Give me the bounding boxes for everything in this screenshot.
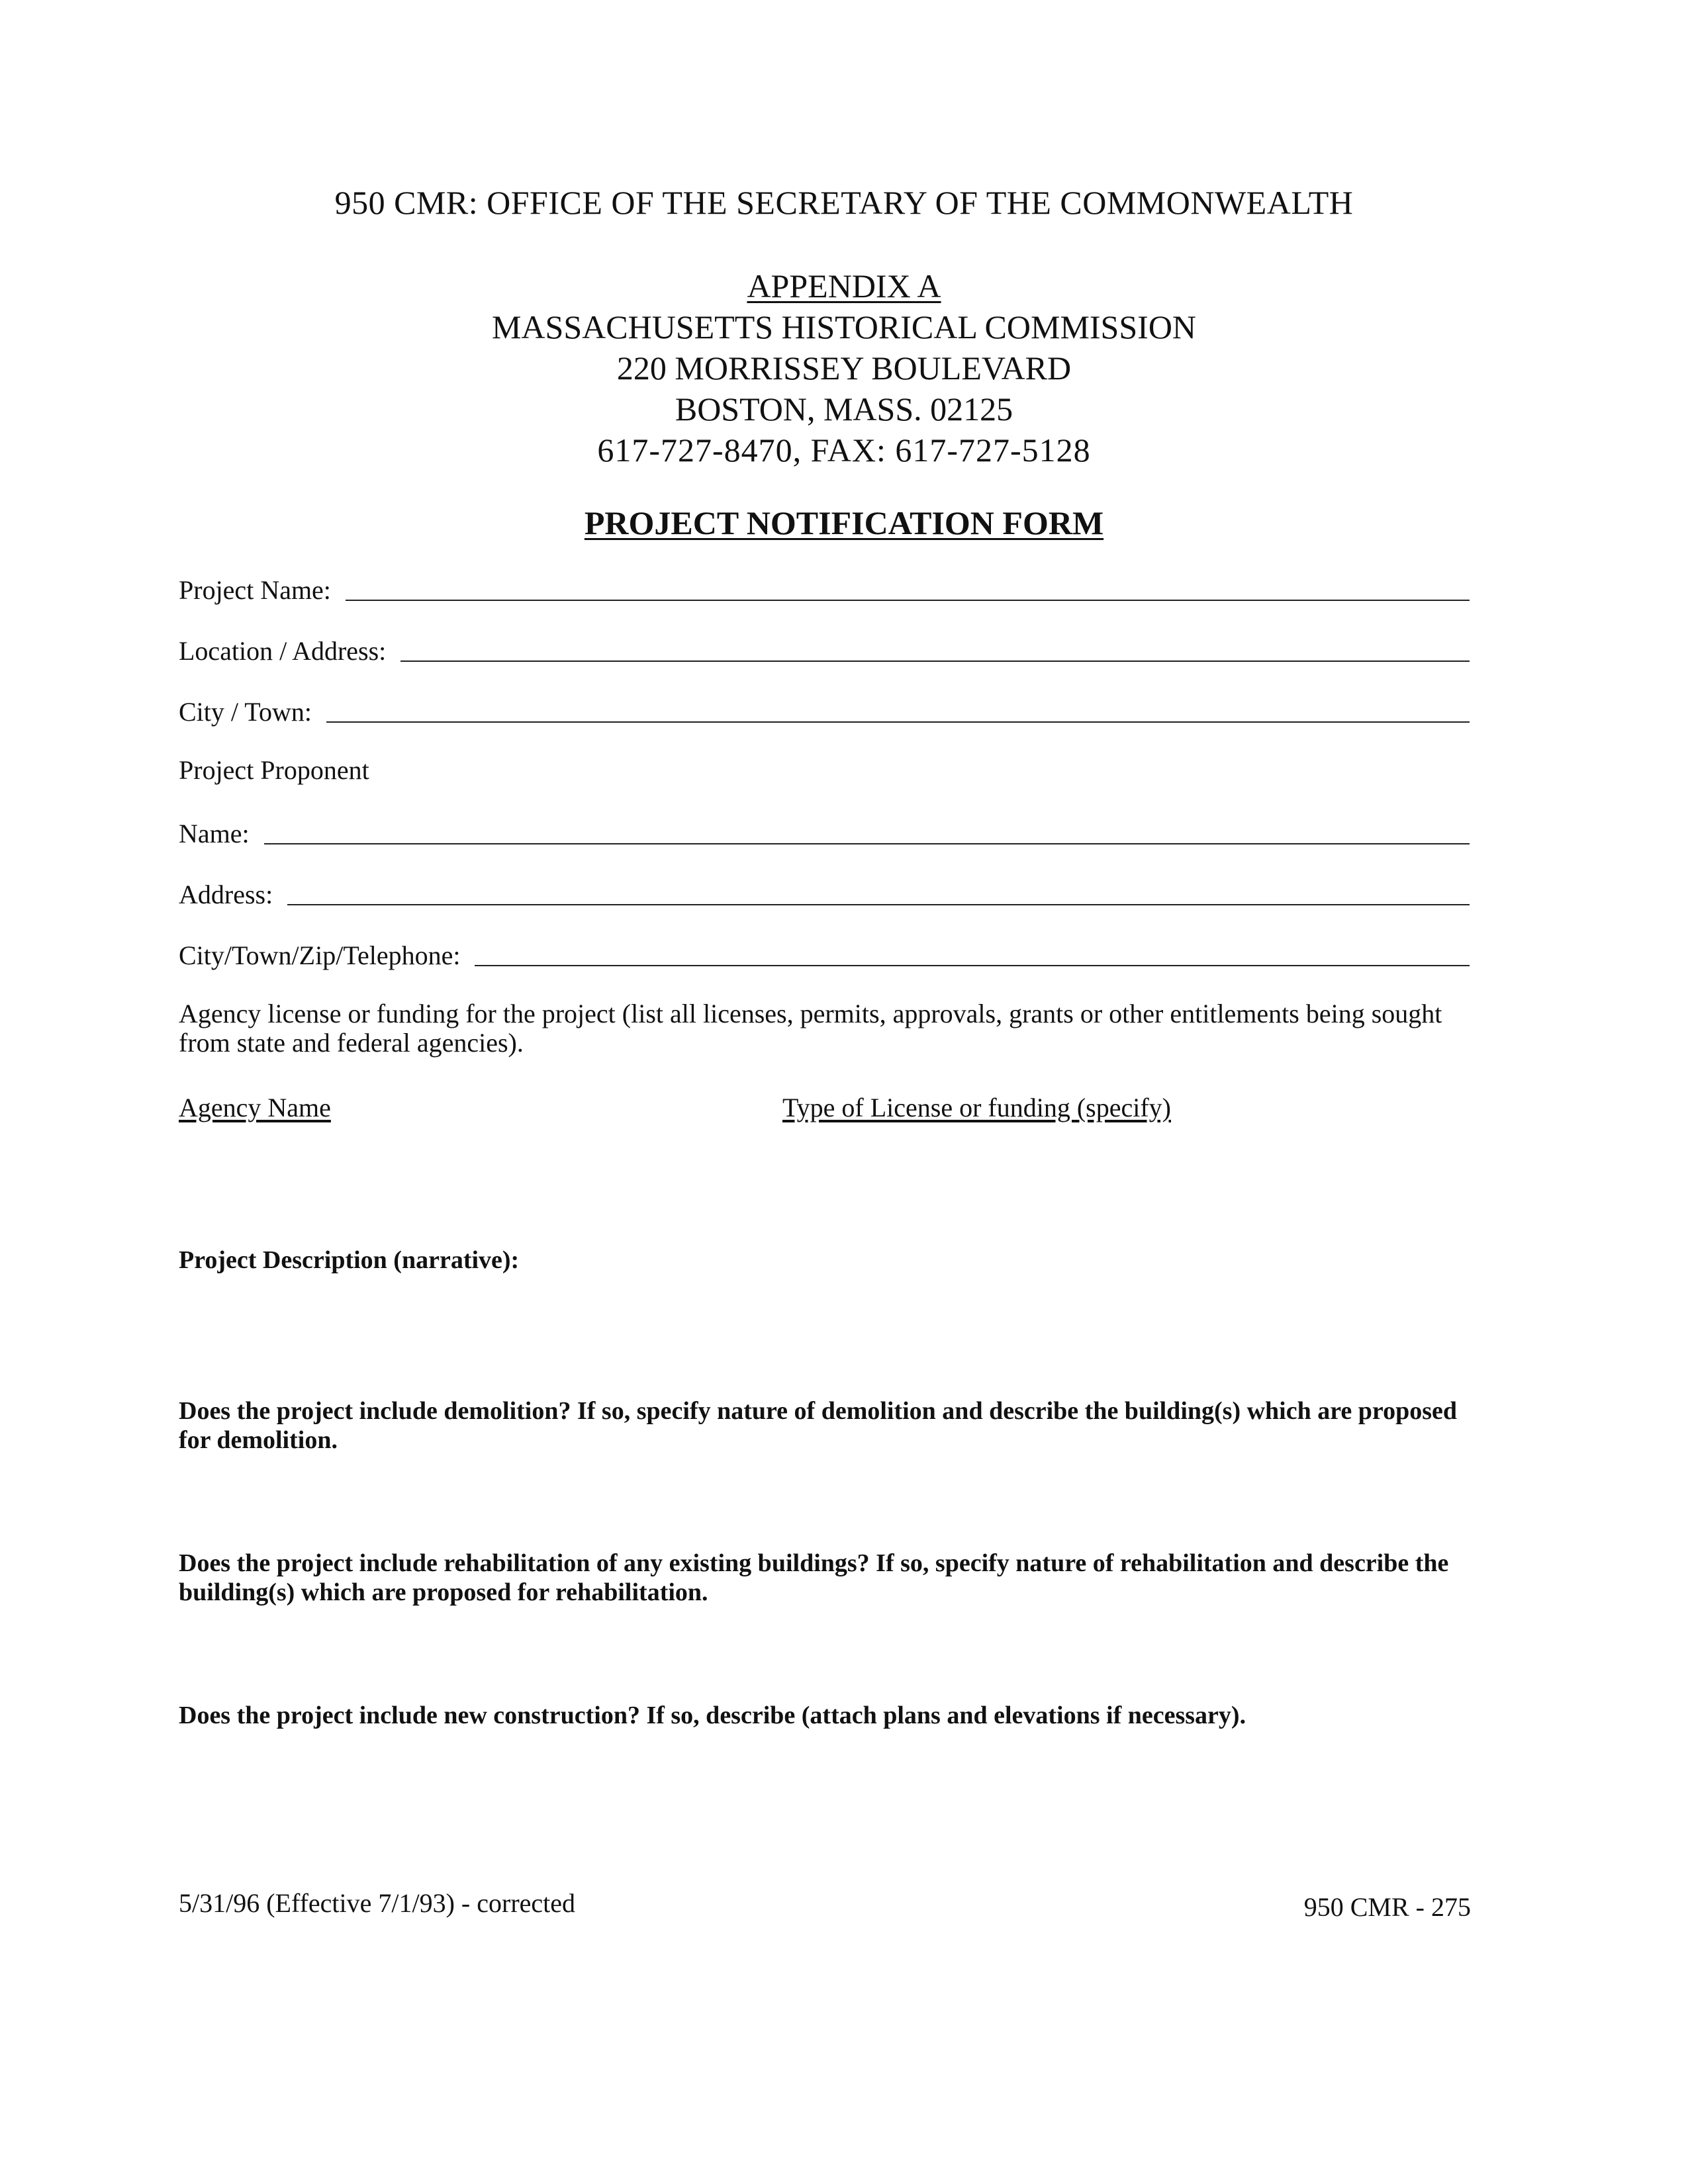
city-town-label: City / Town: [179, 697, 312, 727]
appendix-heading-text: APPENDIX A [747, 267, 941, 304]
city-town-zip-telephone-row [179, 932, 1470, 972]
form-title [0, 503, 1688, 543]
location-label: Location / Address: [179, 636, 387, 666]
project-name-row [179, 567, 1470, 606]
phone-fax: 617-727-8470, FAX: 617-727-5128 [597, 432, 1091, 469]
proponent-address-field[interactable] [287, 884, 1470, 905]
project-name-label: Project Name: [179, 575, 331, 605]
proponent-name-field[interactable] [264, 823, 1470, 844]
project-name-field[interactable] [346, 580, 1470, 601]
regulation-header: 950 CMR: OFFICE OF THE SECRETARY OF THE COMMONWEALTH [334, 184, 1354, 221]
city-town-row [179, 688, 1470, 728]
license-type-heading: Type of License or funding (specify) [782, 1093, 1171, 1122]
proponent-address-label: Address: [179, 880, 273, 909]
city-town-zip-telephone-label: City/Town/Zip/Telephone: [179, 940, 461, 970]
proponent-name-row [179, 810, 1470, 850]
proponent-name-label: Name: [179, 819, 250, 848]
street-address: 220 MORRISSEY BOULEVARD [616, 349, 1072, 387]
project-description-label: Project Description (narrative): [179, 1246, 520, 1274]
agency-name-heading: Agency Name [179, 1093, 331, 1122]
city-town-field[interactable] [326, 702, 1470, 723]
demolition-question: Does the project include demolition? If so, specify nature of demolition and describe the building(s) which are proposed for demolition. [179, 1397, 1458, 1454]
appendix-heading [0, 266, 1688, 306]
new-construction-question: Does the project include new construction? If so, describe (attach plans and elevations if necessary). [179, 1702, 1246, 1729]
agency-instructions: Agency license or funding for the project (list all licenses, permits, approvals, grants or other entitlements being sought from state and federal agencies). [179, 999, 1442, 1058]
proponent-address-row [179, 871, 1470, 911]
city-town-zip-telephone-field[interactable] [475, 945, 1470, 966]
commission-name: MASSACHUSETTS HISTORICAL COMMISSION [491, 308, 1197, 345]
form-title-text: PROJECT NOTIFICATION FORM [584, 504, 1104, 541]
location-row [179, 627, 1470, 667]
footer-page-number: 950 CMR - 275 [1303, 1892, 1471, 1922]
rehabilitation-question: Does the project include rehabilitation of any existing buildings? If so, specify nature of rehabilitation and describe the building(s) which are proposed for rehabilitation. [179, 1549, 1449, 1606]
footer-date-note: 5/31/96 (Effective 7/1/93) - corrected [179, 1888, 576, 1918]
proponent-heading: Project Proponent [179, 755, 369, 785]
location-field[interactable] [400, 641, 1470, 662]
city-zip: BOSTON, MASS. 02125 [675, 390, 1013, 428]
